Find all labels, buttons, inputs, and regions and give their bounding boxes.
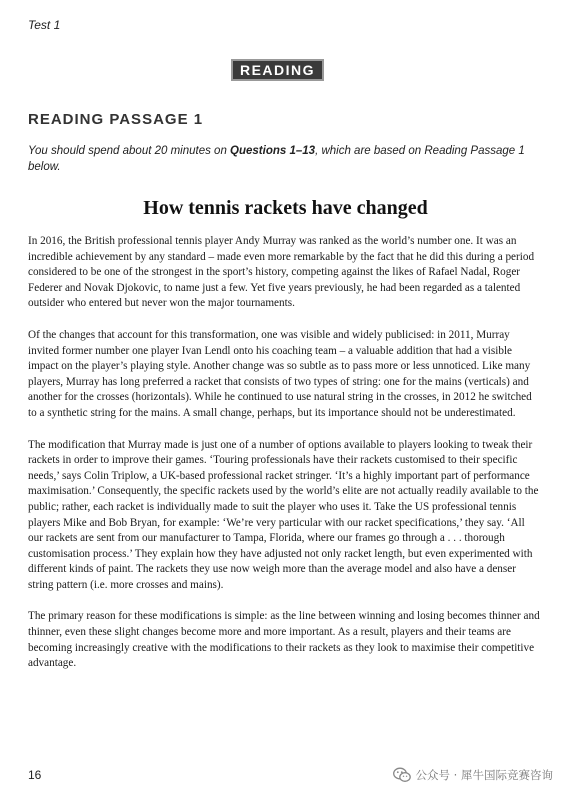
paragraph: The primary reason for these modifications is simple: as the line between winning and losing becomes thinner and thinner, even these slight changes become more and more important. As a result, players and their teams are becoming increasingly creative with the modifications to their rackets as they look to maximise their competitive advantage. — [28, 610, 540, 670]
instructions-questions: Questions 1–13 — [230, 145, 316, 157]
paragraph: The modification that Murray made is just one of a number of options available to players looking to tweak their rackets in order to improve their games. ‘Touring professionals have their rackets customised to their specific needs,’ says Colin Triplow, a UK-based professional racket stringer. ‘It’s a highly important part of performance maximisation.’ Consequently, the specific rackets used by the world’s elite are not actually readily available to the public; rather, each racket is individually made to suit the player who uses it. Take the US professional tennis players Mike and Bob Bryan, for example: ‘We’re very particular with our racket specifications,’ they say. ‘All our rackets are sent from our manufacturer to Tampa, Florida, where our frames go through a . . . thorough customisation process.’ They explain how they have adjusted not only racket length, but even experimented with different kinds of paint. The rackets they use now weigh more than the average model and also have a denser string pattern (i.e. more crosses and mains). — [28, 438, 539, 591]
watermark-text: 公众号 · 犀牛国际竞赛咨询 — [415, 768, 553, 782]
passage-heading: READING PASSAGE 1 — [28, 111, 204, 128]
watermark — [393, 767, 553, 783]
paragraph: In 2016, the British professional tennis player Andy Murray was ranked as the world’s number one. It was an incredible achievement by any standard – made even more remarkable by the fact that he did this during a period considered to be one of the strongest in the sport’s history, competing against the likes of Rafael Nadal, Roger Federer and Novak Djokovic, to name just a few. Yet five years previously, he had been regarded as a talented outsider who entered but never won the major tournaments. — [28, 235, 535, 310]
page-number: 16 — [28, 768, 42, 782]
article-title: How tennis rackets have changed — [143, 197, 428, 219]
wechat-icon — [393, 767, 411, 783]
test-label: Test 1 — [28, 18, 61, 32]
instructions — [28, 144, 528, 175]
paragraph: Of the changes that account for this transformation, one was visible and widely publicised: in 2011, Murray invited former number one player Ivan Lendl onto his coaching team – a valuable addition that had a visible impact on the player’s playing style. Another change was so subtle as to pass more or less unnoticed. Like many players, Murray has long preferred a racket that consists of two types of string: one for the mains (verticals) and another for the crosses (horizontals). While he continued to use natural string in the crosses, in 2012 he switched to a synthetic string for the mains. A small change, perhaps, but its importance should not be underestimated. — [28, 328, 532, 419]
section-badge: READING — [231, 59, 324, 81]
instructions-text-after: , which are based on Reading Passage 1 below. — [28, 145, 525, 173]
instructions-text-before: You should spend about 20 minutes on — [28, 145, 231, 157]
article-body — [28, 234, 542, 688]
